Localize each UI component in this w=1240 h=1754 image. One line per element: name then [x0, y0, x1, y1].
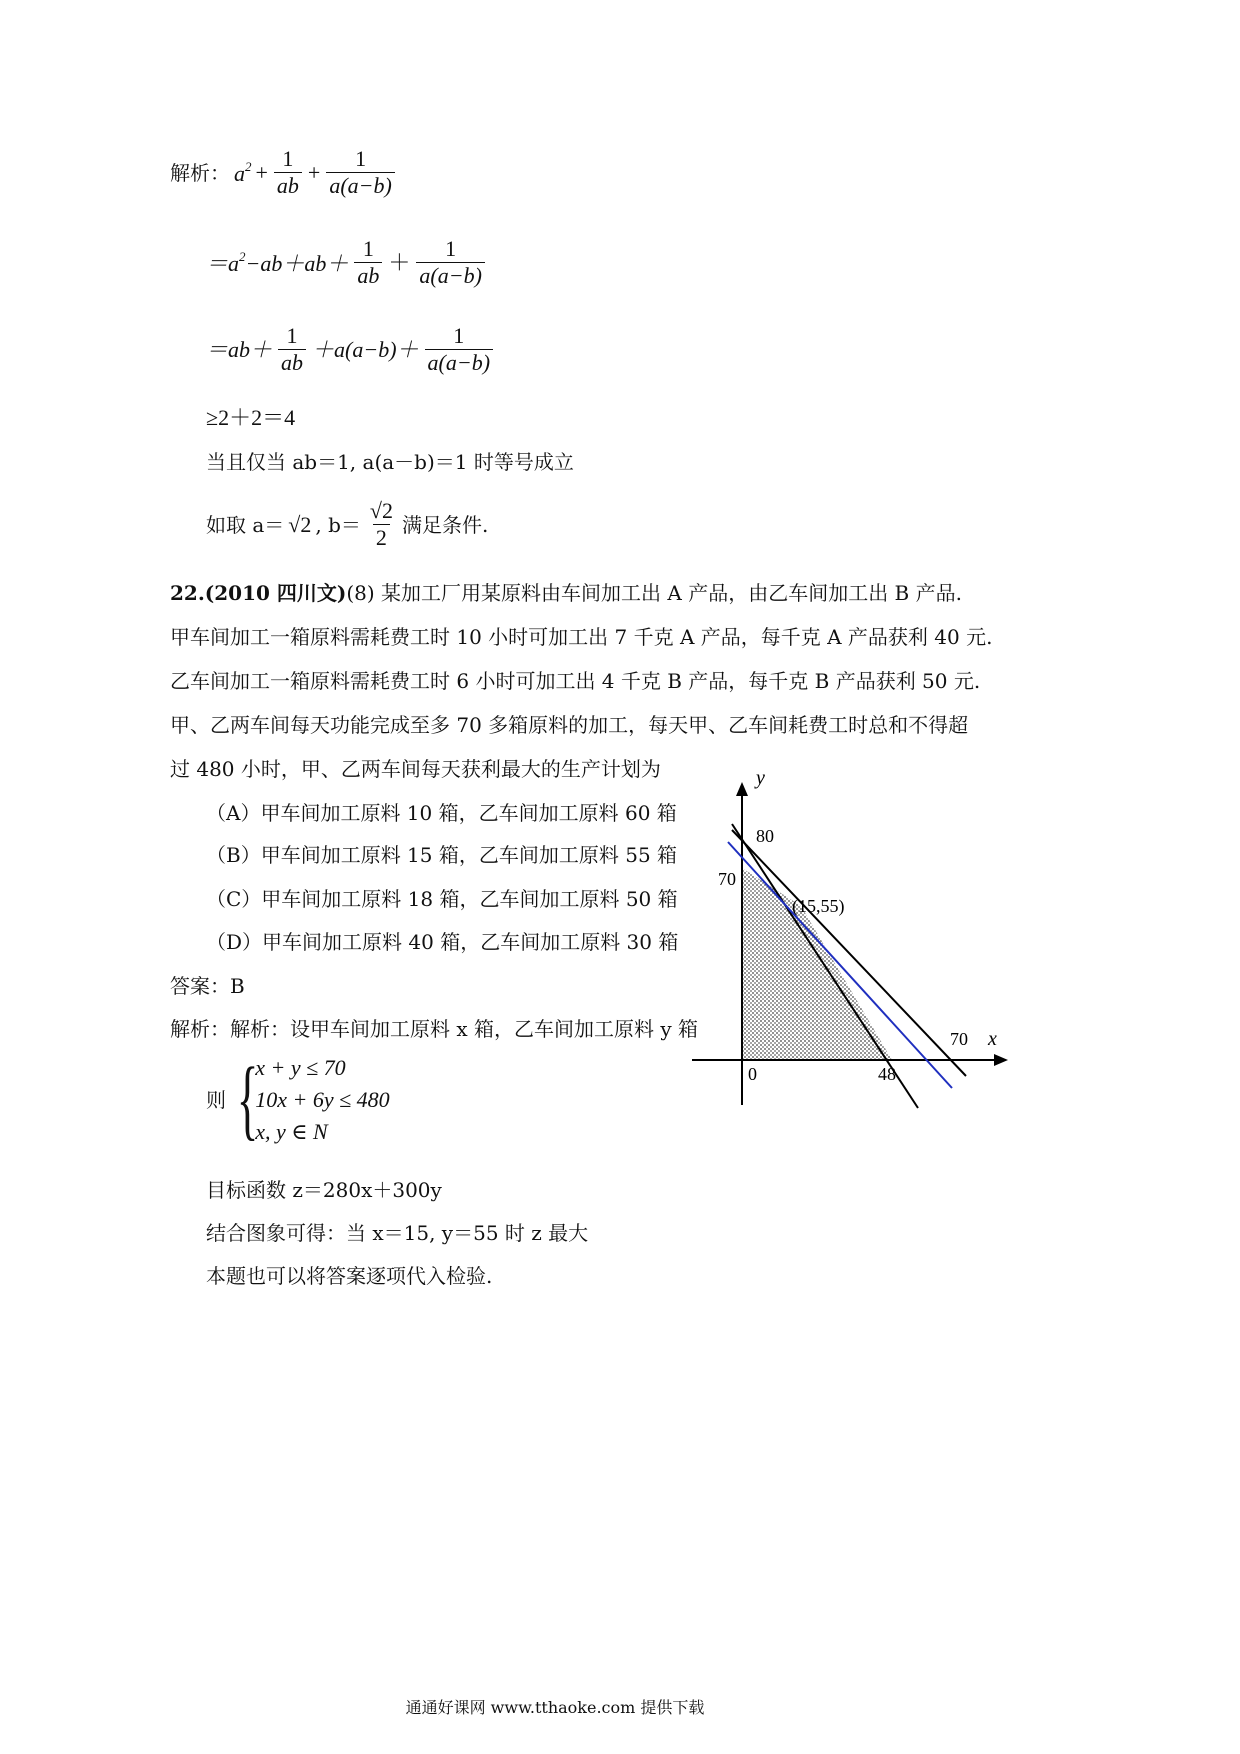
- a-squared: $a^2$: [234, 159, 252, 186]
- question-22-line-4: 甲、乙两车间每天功能完成至多 70 多箱原料的加工，每天甲、乙车间耗费工时总和不得超: [170, 713, 969, 737]
- option-c[interactable]: （C）甲车间加工原料 18 箱，乙车间加工原料 50 箱: [206, 887, 678, 911]
- constraint-list: [255, 1057, 389, 1143]
- question-22-line-5: 过 480 小时，甲、乙两车间每天获利最大的生产计划为: [170, 757, 661, 781]
- answer-line: 答案：B: [170, 974, 245, 998]
- equality-condition: 当且仅当 ab＝1, a(a－b)＝1 时等号成立: [206, 450, 574, 474]
- option-b[interactable]: （B）甲车间加工原料 15 箱，乙车间加工原料 55 箱: [206, 843, 678, 867]
- constraint-1: x + y ≤ 70: [255, 1055, 346, 1080]
- note-line: 本题也可以将答案逐项代入检验.: [206, 1264, 493, 1288]
- sqrt-2: √2: [288, 511, 312, 537]
- optimal-point-label: (15,55): [792, 896, 845, 916]
- analysis-line-2: $=a^2-ab+ab+$ $\frac{1}{ab}$ ＋ $\frac{1}{a(a-b)}$: [206, 238, 487, 287]
- constraint-2: 10x + 6y ≤ 480: [255, 1087, 390, 1112]
- x-intercept-48-label: 48: [878, 1064, 896, 1084]
- footer-text: 通通好课网 www.tthaoke.com 提供下载: [405, 1698, 705, 1717]
- x-intercept-70-label: 70: [950, 1029, 968, 1049]
- x-axis-label: x: [988, 1028, 997, 1050]
- question-22-line-1: [170, 583, 962, 603]
- feasible-region-graph: [680, 760, 1020, 1110]
- example-values-line: [206, 500, 488, 549]
- question-source: (2010 四川文): [204, 581, 347, 605]
- fraction-1-over-ab: $\frac{1}{ab}$: [274, 148, 302, 197]
- expr-prefix: ＝ab＋: [206, 336, 273, 362]
- example-suffix: 满足条件.: [401, 512, 489, 537]
- fraction-1-over-a-a-minus-b: $\frac{1}{a(a-b)}$: [425, 325, 494, 374]
- fraction-1-over-ab: $\frac{1}{ab}$: [278, 325, 306, 374]
- plus-sign: +: [255, 159, 268, 185]
- objective-function: 目标函数 z＝280x＋300y: [206, 1178, 442, 1202]
- example-mid: , b＝: [315, 512, 361, 537]
- analysis-label: 解析：: [170, 160, 230, 185]
- y-intercept-70-label: 70: [718, 869, 736, 889]
- constraint-3: x, y ∈ N: [255, 1119, 328, 1144]
- y-axis-arrow: [736, 782, 748, 796]
- fraction-1-over-a-a-minus-b: $\frac{1}{a(a-b)}$: [326, 148, 395, 197]
- fraction-1-over-a-a-minus-b: $\frac{1}{a(a-b)}$: [416, 238, 485, 287]
- analysis-line-1: [170, 148, 397, 197]
- question-text: (8) 某加工厂用某原料由车间加工出 A 产品，由乙车间加工出 B 产品.: [346, 581, 962, 605]
- x-axis-arrow: [994, 1054, 1008, 1066]
- inequality-line: ≥2＋2＝4: [206, 405, 296, 430]
- expr-middle: ＋a(a−b)＋: [312, 336, 419, 362]
- expr-prefix: $=a^2-ab+ab+$: [206, 249, 349, 276]
- fraction-sqrt2-over-2: $\frac{√2}{2}$: [369, 498, 393, 550]
- y-intercept-80-label: 80: [756, 826, 774, 846]
- constraint-system: [206, 1050, 390, 1149]
- y-axis-label: y: [756, 767, 765, 789]
- question-number: 22.: [170, 581, 205, 605]
- left-brace: {: [236, 1050, 259, 1149]
- analysis-setup: 解析：解析：设甲车间加工原料 x 箱，乙车间加工原料 y 箱: [170, 1017, 699, 1041]
- option-a[interactable]: （A）甲车间加工原料 10 箱，乙车间加工原料 60 箱: [206, 801, 677, 825]
- analysis-line-3: [206, 325, 495, 374]
- option-d[interactable]: （D）甲车间加工原料 40 箱，乙车间加工原料 30 箱: [206, 930, 679, 954]
- example-prefix: 如取 a＝: [206, 512, 285, 537]
- origin-label: 0: [748, 1064, 757, 1084]
- plus-sign: +: [307, 159, 321, 185]
- conclusion-line: 结合图象可得：当 x＝15, y＝55 时 z 最大: [206, 1221, 589, 1245]
- fraction-1-over-ab: $\frac{1}{ab}$: [354, 238, 382, 287]
- then-label: 则: [206, 1088, 226, 1112]
- question-22-line-3: 乙车间加工一箱原料需耗费工时 6 小时可加工出 4 千克 B 产品，每千克 B 产品获利 50 元.: [170, 669, 981, 693]
- question-22-line-2: 甲车间加工一箱原料需耗费工时 10 小时可加工出 7 千克 A 产品，每千克 A 产品获利 40 元.: [170, 625, 993, 649]
